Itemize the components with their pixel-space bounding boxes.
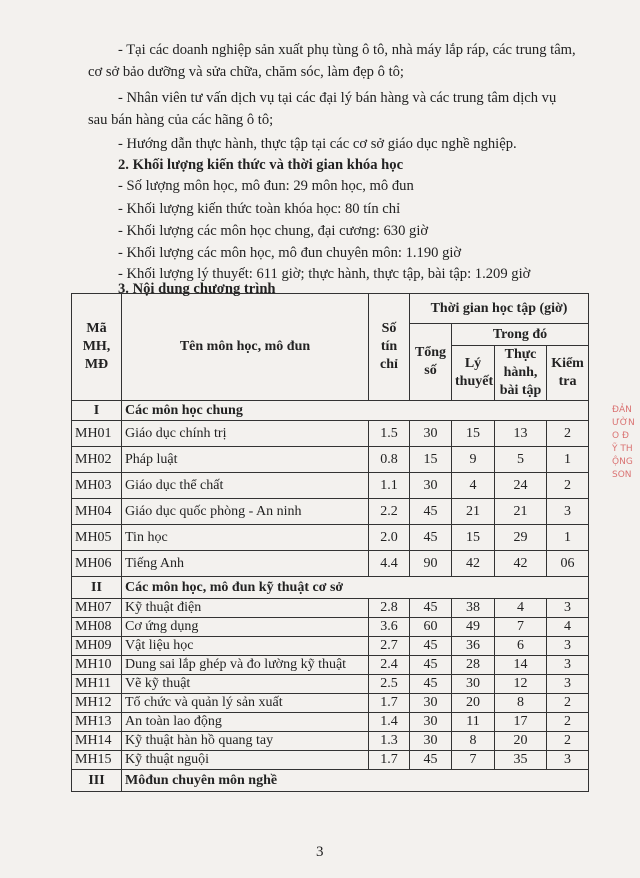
credits-cell: 1.1 [369,473,410,499]
section-number: II [72,577,122,599]
total-hours-cell: 30 [410,732,452,751]
credits-cell: 4.4 [369,551,410,577]
section-2-item: - Khối lượng lý thuyết: 611 giờ; thực hành, thực tập, bài tập: 1.209 giờ [118,266,531,282]
subject-code: MH03 [72,473,122,499]
practice-hours-cell: 14 [495,656,547,675]
table-row [72,713,589,732]
practice-hours-cell: 42 [495,551,547,577]
red-stamp-fragment [612,404,640,490]
section-title: Các môn học chung [122,401,589,421]
stamp-text-line: ỘNG [612,457,633,467]
table-row [72,599,589,618]
subject-code: MH09 [72,637,122,656]
subject-name: Kỹ thuật hàn hồ quang tay [122,732,369,751]
theory-hours-cell: 28 [452,656,495,675]
subject-code: MH04 [72,499,122,525]
subject-code: MH11 [72,675,122,694]
table-row [72,618,589,637]
page-number: 3 [316,844,324,860]
subject-code: MH08 [72,618,122,637]
table-row [72,421,589,447]
exam-hours-cell: 2 [547,732,589,751]
exam-hours-cell: 1 [547,525,589,551]
subject-code: MH13 [72,713,122,732]
practice-hours-cell: 6 [495,637,547,656]
exam-hours-cell: 3 [547,499,589,525]
section-2-item: - Khối lượng các môn học chung, đại cương: 630 giờ [118,223,429,239]
subject-code: MH14 [72,732,122,751]
credits-cell: 2.4 [369,656,410,675]
theory-hours-cell: 38 [452,599,495,618]
section-title: Các môn học, mô đun kỹ thuật cơ sở [122,577,589,599]
stamp-text-line: ĐẢN [612,405,632,415]
total-hours-cell: 90 [410,551,452,577]
stamp-text-line: Ỹ TH [612,444,633,454]
header-code: Mã MH, MĐ [72,294,122,401]
exam-hours-cell: 2 [547,473,589,499]
total-hours-cell: 45 [410,637,452,656]
exam-hours-cell: 2 [547,713,589,732]
table-row [72,732,589,751]
section-2-item: - Khối lượng kiến thức toàn khóa học: 80 tín chỉ [118,201,401,217]
practice-hours-cell: 12 [495,675,547,694]
credits-cell: 1.7 [369,694,410,713]
theory-hours-cell: 21 [452,499,495,525]
total-hours-cell: 45 [410,656,452,675]
total-hours-cell: 30 [410,713,452,732]
section-number: I [72,401,122,421]
section-title: Môđun chuyên môn nghề [122,770,589,792]
exam-hours-cell: 3 [547,599,589,618]
theory-hours-cell: 8 [452,732,495,751]
exam-hours-cell: 1 [547,447,589,473]
exam-hours-cell: 2 [547,694,589,713]
subject-name: Giáo dục thể chất [122,473,369,499]
total-hours-cell: 45 [410,525,452,551]
subject-name: Vật liệu học [122,637,369,656]
subject-name: Kỹ thuật điện [122,599,369,618]
total-hours-cell: 45 [410,751,452,770]
section-row [72,577,589,599]
section-2-item: - Khối lượng các môn học, mô đun chuyên môn: 1.190 giờ [118,245,462,261]
subject-name: Tiếng Anh [122,551,369,577]
exam-hours-cell: 2 [547,421,589,447]
practice-hours-cell: 7 [495,618,547,637]
practice-hours-cell: 4 [495,599,547,618]
subject-code: MH05 [72,525,122,551]
subject-name: Tin học [122,525,369,551]
credits-cell: 2.7 [369,637,410,656]
bullet-line: - Nhân viên tư vấn dịch vụ tại các đại lý bán hàng và các trung tâm dịch vụ [118,90,557,106]
practice-hours-cell: 13 [495,421,547,447]
table-row [72,656,589,675]
total-hours-cell: 30 [410,473,452,499]
total-hours-cell: 30 [410,421,452,447]
table-row [72,551,589,577]
bullet-line: - Tại các doanh nghiệp sản xuất phụ tùng ô tô, nhà máy lắp ráp, các trung tâm, [118,42,576,58]
theory-hours-cell: 15 [452,421,495,447]
theory-hours-cell: 42 [452,551,495,577]
credits-cell: 0.8 [369,447,410,473]
table-row [72,499,589,525]
subject-name: Vẽ kỹ thuật [122,675,369,694]
bullet-line: cơ sở bảo dưỡng và sửa chữa, chăm sóc, làm đẹp ô tô; [88,64,404,80]
subject-code: MH10 [72,656,122,675]
table-row [72,751,589,770]
subject-code: MH15 [72,751,122,770]
stamp-text-line: O Đ [612,431,629,441]
table-row [72,525,589,551]
stamp-text-line: SON [612,470,632,480]
credits-cell: 2.0 [369,525,410,551]
header-time-group: Thời gian học tập (giờ) [410,294,589,324]
exam-hours-cell: 3 [547,656,589,675]
theory-hours-cell: 7 [452,751,495,770]
subject-name: Dung sai lắp ghép và đo lường kỹ thuật [122,656,369,675]
table-row [72,447,589,473]
practice-hours-cell: 17 [495,713,547,732]
header-within: Trong đó [452,324,589,346]
header-practice: Thực hành, bài tập [495,346,547,401]
credits-cell: 1.3 [369,732,410,751]
practice-hours-cell: 20 [495,732,547,751]
section-3-title: 3. Nội dung chương trình [118,281,276,297]
exam-hours-cell: 3 [547,637,589,656]
credits-cell: 2.2 [369,499,410,525]
header-theory: Lý thuyết [452,346,495,401]
section-2-title: 2. Khối lượng kiến thức và thời gian khóa học [118,157,404,173]
practice-hours-cell: 35 [495,751,547,770]
header-exam: Kiểm tra [547,346,589,401]
subject-code: MH02 [72,447,122,473]
theory-hours-cell: 15 [452,525,495,551]
total-hours-cell: 45 [410,599,452,618]
table-row [72,637,589,656]
stamp-text-line: ƯỜN [612,418,635,428]
exam-hours-cell: 3 [547,675,589,694]
total-hours-cell: 60 [410,618,452,637]
theory-hours-cell: 11 [452,713,495,732]
section-row [72,401,589,421]
subject-name: Kỹ thuật nguội [122,751,369,770]
subject-code: MH12 [72,694,122,713]
total-hours-cell: 30 [410,694,452,713]
practice-hours-cell: 5 [495,447,547,473]
credits-cell: 3.6 [369,618,410,637]
total-hours-cell: 45 [410,499,452,525]
header-total: Tổng số [410,324,452,401]
subject-name: Pháp luật [122,447,369,473]
credits-cell: 1.5 [369,421,410,447]
section-row [72,770,589,792]
theory-hours-cell: 20 [452,694,495,713]
credits-cell: 1.4 [369,713,410,732]
subject-code: MH07 [72,599,122,618]
theory-hours-cell: 49 [452,618,495,637]
table-row [72,473,589,499]
practice-hours-cell: 8 [495,694,547,713]
credits-cell: 2.8 [369,599,410,618]
practice-hours-cell: 29 [495,525,547,551]
section-2-item: - Số lượng môn học, mô đun: 29 môn học, mô đun [118,178,414,194]
theory-hours-cell: 30 [452,675,495,694]
curriculum-table [71,293,589,792]
bullet-line: - Hướng dẫn thực hành, thực tập tại các cơ sở giáo dục nghề nghiệp. [118,136,517,152]
exam-hours-cell: 4 [547,618,589,637]
credits-cell: 1.7 [369,751,410,770]
total-hours-cell: 45 [410,675,452,694]
practice-hours-cell: 21 [495,499,547,525]
practice-hours-cell: 24 [495,473,547,499]
table-row [72,694,589,713]
theory-hours-cell: 36 [452,637,495,656]
subject-name: Giáo dục chính trị [122,421,369,447]
theory-hours-cell: 4 [452,473,495,499]
subject-code: MH01 [72,421,122,447]
section-number: III [72,770,122,792]
header-credits: Số tín chỉ [369,294,410,401]
bullet-line: sau bán hàng của các hãng ô tô; [88,112,274,128]
theory-hours-cell: 9 [452,447,495,473]
exam-hours-cell: 3 [547,751,589,770]
subject-name: Tổ chức và quản lý sản xuất [122,694,369,713]
subject-code: MH06 [72,551,122,577]
total-hours-cell: 15 [410,447,452,473]
exam-hours-cell: 06 [547,551,589,577]
subject-name: An toàn lao động [122,713,369,732]
subject-name: Giáo dục quốc phòng - An ninh [122,499,369,525]
table-row [72,675,589,694]
subject-name: Cơ ứng dụng [122,618,369,637]
header-name: Tên môn học, mô đun [122,294,369,401]
credits-cell: 2.5 [369,675,410,694]
